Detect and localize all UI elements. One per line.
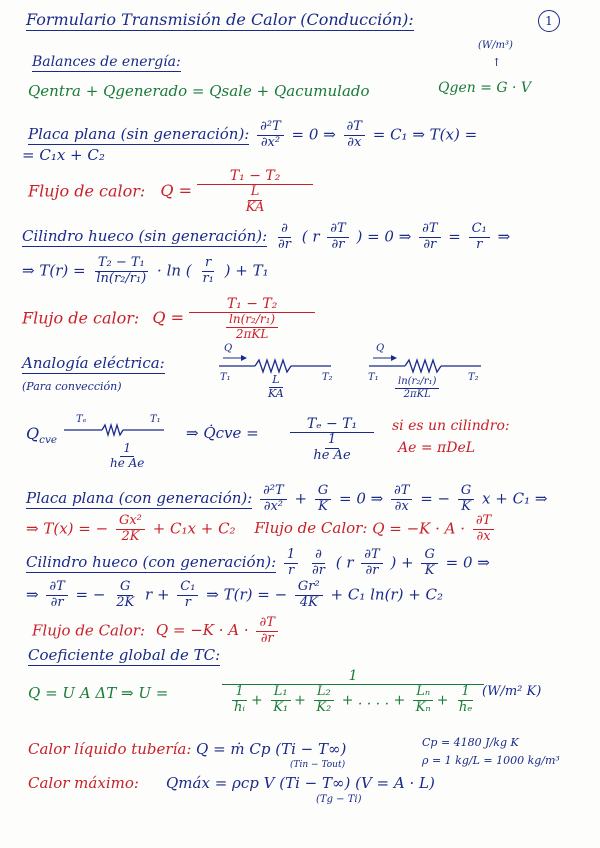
conv-note2: Ae = πDeL: [398, 440, 476, 456]
qgen-unit: (W/m³): [478, 40, 513, 51]
maximo-sub: (Tg − Ti): [316, 794, 362, 805]
conv-arrow: ⇒ Q̇cve =: [186, 424, 259, 442]
placa-con-line2: ⇒ T(x) = − $\frac{\text{Gx²}}{2K}$ + C₁x + C₂ Flujo de Calor: Q = −K · A · $\frac{\partial T}{\partial x}$: [26, 514, 497, 545]
flujo1: Flujo de calor: Q = $\frac{\text{T₁ − T₂}}{\frac{L}{KA}}$: [28, 168, 313, 216]
placa-sin-heading: Placa plana (sin generación): $\frac{\text{∂²T}}{\text{∂x²}}$ = 0 ⇒ $\frac{\partial T}{\partial x}$ = C₁ ⇒ T(x) =: [28, 119, 478, 150]
t1-label-1: T₁: [220, 372, 231, 383]
t1-label-2: T₁: [368, 372, 379, 383]
rho-value: ρ = 1 kg/L = 1000 kg/m³: [422, 754, 560, 767]
conv-lhs: $Q_{cve}$: [26, 424, 57, 447]
t2-label-1: T₂: [322, 372, 333, 383]
liquido-eq: Q = ṁ Cp (Ti − T∞): [196, 740, 347, 758]
cp-value: Cp = 4180 J/kg K: [422, 736, 519, 749]
conv-note1: si es un cilindro:: [392, 418, 510, 434]
t1-conv-label: T₁: [150, 414, 161, 425]
conv-fraction: $\frac{\text{Tₑ − T₁}}{\frac{1}{\text{he Ae}}}$: [290, 416, 374, 464]
coef-fraction: 1 $\frac{1}{\text{hᵢ}}$ + $\frac{\text{L₁}}{\text{K₁}}$ + $\frac{\text{L₂}}{\text{K₂}}$ + . . . . + $\frac{\text{Lₙ}}{\text{Kₙ}}$ + $\frac{1}{\text{hₑ}}$: [222, 668, 484, 716]
q-label-1: Q: [224, 343, 233, 354]
balance-equation: Qentra + Qgenerado = Qsale + Qacumulado: [28, 82, 370, 100]
page-number: 1: [538, 10, 560, 32]
analogia-sub: (Para convección): [22, 380, 122, 393]
coef-unit: (W/m² K): [482, 684, 542, 699]
placa-con-heading: Placa plana (con generación): $\frac{\text{∂²T}}{\text{∂x²}}$ + $\frac{G}{K}$ = 0 ⇒ $\frac{\partial T}{\partial x}$ = − $\frac{G}{K}$ x + C₁ ⇒: [26, 483, 548, 514]
cilindro-sin-heading: Cilindro hueco (sin generación): $\frac{\partial}{\partial r}$ ( r $\frac{\partial T}{\partial r}$ ) = 0 ⇒ $\frac{\partial T}{\partial r}$ = $\frac{\text{C₁}}{r}$ ⇒: [22, 221, 511, 252]
analogia-heading: Analogía eléctrica:: [22, 354, 165, 372]
coef-heading: Coeficiente global de TC:: [28, 646, 221, 664]
coef-lhs: Q = U A ΔT ⇒ U =: [28, 684, 169, 702]
resistance-1: $\frac{L}{KA}$: [268, 373, 284, 400]
arrow-up-icon: ↑: [492, 56, 502, 69]
cilindro-sin-line2: ⇒ T(r) = $\frac{\text{T₂ − T₁}}{\text{ln(r₂/r₁)}}$ · ln ( $\frac{r}{\text{r₁}}$ ) + T₁: [22, 255, 269, 286]
balances-heading: Balances de energía:: [32, 54, 181, 70]
t2-label-2: T₂: [468, 372, 479, 383]
resistance-2: $\frac{\text{ln(r₂/r₁)}}{\text{2πKL}}$: [392, 376, 442, 400]
maximo-label: Calor máximo:: [28, 774, 139, 792]
cilindro-con-line2: ⇒ $\frac{\partial T}{\partial r}$ = − $\frac{G}{2K}$ r + $\frac{\text{C₁}}{r}$ ⇒ T(r) = − $\frac{\text{Gr²}}{4K}$ + C₁ ln(r) + C₂: [26, 579, 444, 610]
liquido-label: Calor líquido tubería:: [28, 740, 192, 758]
q-label-2: Q: [376, 343, 385, 354]
page-title: Formulario Transmisión de Calor (Conducción):: [26, 10, 414, 29]
conv-resistance: $\frac{1}{\text{he Ae}}$: [110, 441, 145, 470]
cilindro-con-heading: Cilindro hueco (con generación): $\frac{1}{r}$ $\frac{\partial}{\partial r}$ ( r $\frac{\partial T}{\partial r}$ ) + $\frac{G}{K}$ = 0 ⇒: [26, 547, 490, 578]
liquido-sub: (Tin − Tout): [290, 760, 346, 770]
te-label: Tₑ: [76, 414, 87, 425]
cilindro-con-flujo: Flujo de Calor: Q = −K · A · $\frac{\partial T}{\partial r}$: [32, 616, 281, 647]
flujo2: Flujo de calor: Q = $\frac{\text{T₁ − T₂}}{\frac{\text{ln(r₂/r₁)}}{\text{2πKL}}}$: [22, 296, 315, 342]
qgen-equation: Qgen = G · V: [438, 80, 532, 96]
placa-sin-line2: = C₁x + C₂: [22, 146, 105, 164]
maximo-eq: Qmáx = ρcp V (Ti − T∞) (V = A · L): [166, 774, 435, 792]
